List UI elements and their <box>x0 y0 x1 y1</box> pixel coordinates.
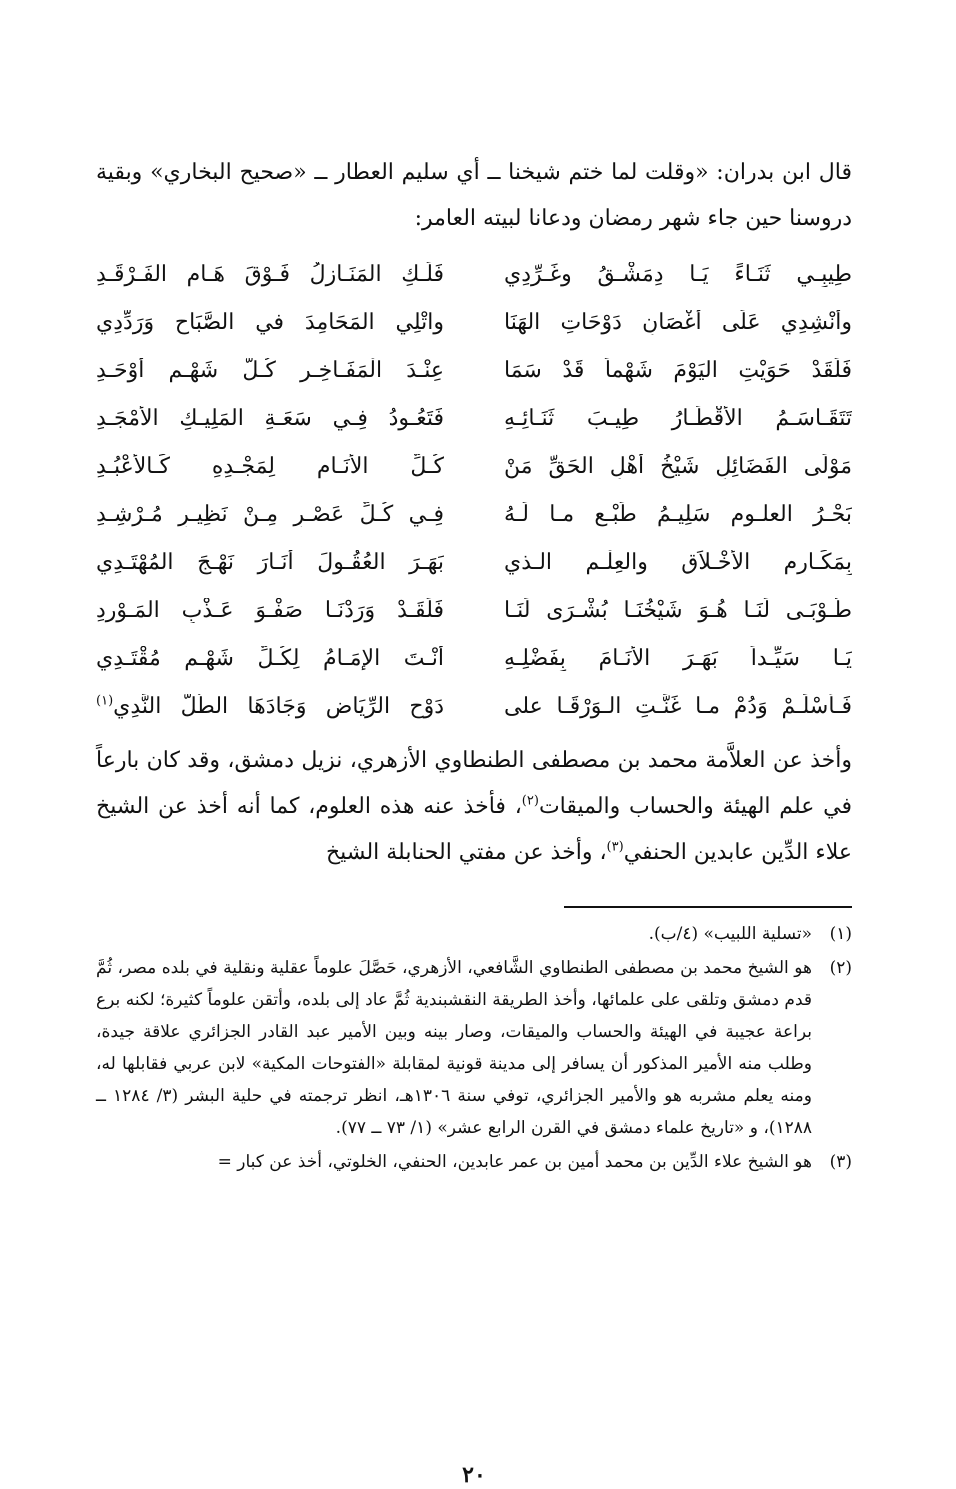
verse-second-hemistich: أَنْـتَ الإِمَـامُ لِكُـلِّ شَهْـمٍ مُقْتَـدِي <box>96 645 444 671</box>
footnote-ref: (١) <box>96 693 114 709</box>
poem-verse <box>96 298 852 346</box>
poem-verse <box>96 634 852 682</box>
verse-first-hemistich: تَتَقَـاسَـمُ الأَقْطَـارُ طِيـبَ ثَنَـائِـهِ <box>504 405 852 431</box>
poem-verse <box>96 490 852 538</box>
verse-first-hemistich: يَـا سَيِّـداً بَهَـرَ الأَنَـامَ بِفَضْلِـهِ <box>504 645 852 671</box>
footnote <box>96 918 852 950</box>
verse-first-hemistich: فَلَقَدْ حَوَيْتِ اليَوْمَ شَهْماً قَدْ سَمَا <box>504 357 852 383</box>
verse-text: دَوْحِ الرِّيَاضِ وَجَادَهَا الطَّلُّ النَّدِي <box>113 693 444 719</box>
book-page <box>96 150 852 1488</box>
verse-first-hemistich: مَوْلَى الفَضَائِلِ شَيْخُ أَهْلِ الحَقِّ مَنْ <box>504 453 852 479</box>
footnote-number: (١) <box>829 924 852 944</box>
intro-paragraph <box>96 150 852 242</box>
footnote-ref: (٣) <box>606 839 624 855</box>
verse-first-hemistich: وأَنْشِدِي عَلَى أَغْصَانِ دَوْحَاتِ الهَنَا <box>504 309 852 335</box>
body-text <box>96 738 852 876</box>
footnote-number: (٣) <box>829 1152 852 1172</box>
verse-second-hemistich: عِنْـدَ الْمَفَـاخِـرِ كُـلَّ شَهْـمٍ أَوْحَـدِ <box>96 357 444 383</box>
verse-first-hemistich: طُـوْبَـى لَنَـا هُـوَ شَيْخُنَـا بُشْـرَى لَنَـا <box>504 597 852 623</box>
poem-verse <box>96 682 852 730</box>
footnote <box>96 952 852 1144</box>
verse-second-hemistich: فِـي كُـلِّ عَصْـرٍ مِـنْ نَظِيـرٍ مُـرْشِـدِ <box>96 501 444 527</box>
body-text-part: وأخذ عن العلاَّمة محمد بن مصطفى الطنطاوي الأزهري، نزيل دمشق، وقد كان بارعاً في علم الهيئة والحساب والميقات <box>96 748 852 819</box>
intro-text: قال ابن بدران: «وقلت لما ختم شيخنا ــ أي سليم العطار ــ «صحيح البخاري» وبقية دروسنا حين جاء شهر رمضان ودعانا لبيته العامر: <box>96 160 852 231</box>
verse-second-hemistich: بَهَـرَ العُقُـولَ أَنَـارَ نَهْـجَ المُهْتَـدِي <box>96 549 444 575</box>
page-number: ٢٠ <box>462 1462 486 1488</box>
footnote-text: «تسلية اللبيب» (٤/ب). <box>648 924 812 944</box>
verse-first-hemistich: بِمَكَـارِمِ الأَخْـلاَقِ والعِلْـمِ الـذي <box>504 549 852 575</box>
footnote-number: (٢) <box>829 958 852 978</box>
verse-first-hemistich: فَـأْسْلَـمْ وَدُمْ مـا غَنَّـتِ الـوَرْقَـا على <box>504 693 852 719</box>
poem-verse <box>96 346 852 394</box>
verse-second-hemistich <box>96 694 444 719</box>
poem <box>96 250 852 730</box>
body-text-part: ، وأخذ عن مفتي الحنابلة الشيخ <box>325 840 607 865</box>
verse-first-hemistich: طِيبِـي ثَنَـاءً يَـا دِمَشْـقُ وغَـرِّدِي <box>504 261 852 287</box>
verse-second-hemistich: فَتَعُـودُ فِـي سَعَـةِ المَلِيـكِ الأَمْجَـدِ <box>96 405 444 431</box>
footnote-divider <box>564 906 852 908</box>
poem-verse <box>96 442 852 490</box>
poem-verse <box>96 586 852 634</box>
verse-second-hemistich: كُـلِّ الأَنَـامِ لِمَجْـدِهِ كَـالأَعْبُـدِ <box>96 453 444 479</box>
footnotes <box>96 918 852 1178</box>
footnote-ref: (٢) <box>521 793 539 809</box>
footnote-text: هو الشيخ محمد بن مصطفى الطنطاوي الشَّافعي، الأزهري، حَصَّلَ علوماً عقلية ونقلية في بلده مصر، ثُمَّ قدم دمشق وتلقى على علمائها، وأخذ الطريقة النقشبندية ثُمَّ عاد إلى بلده، وأتقن علوماً كثيرة؛ لكنه برع براعة عجيبة في الهيئة والحساب والميقات، وصار بينه وبين الأمير عبد القادر الجزائري علاقة جيدة، وطلب منه الأمير المذكور أن يسافر إلى مدينة قونية لمقابلة «الفتوحات المكية» لابن عربي فقابلها له، ومنه يعلم مشربه هو والأمير الجزائري، توفي سنة ١٣٠٦هـ، انظر ترجمته في حلية البشر (٣/ ١٢٨٤ ــ ١٢٨٨)، و «تاريخ علماء دمشق في القرن الرابع عشر» (١/ ٧٣ ــ ٧٧). <box>96 958 812 1138</box>
poem-verse <box>96 394 852 442</box>
footnote <box>96 1146 852 1178</box>
verse-first-hemistich: بَحْـرُ العلـومِ سَلِيـمُ طَبْـعٍ مـا لَـهُ <box>504 501 852 527</box>
footnote-text: هو الشيخ علاء الدِّين بن محمد أمين بن عمر عابدين، الحنفي، الخلوتي، أخذ عن كبار = <box>217 1152 812 1172</box>
verse-second-hemistich: فَلَقَـدْ وَرَدْنَـا صَفْـوَ عَـذْبِ المَـوْرِدِ <box>96 597 444 623</box>
poem-verse <box>96 250 852 298</box>
verse-second-hemistich: واتْلِي المَحَامِدَ في الصَّبَاحِ وَرَدِّدِي <box>96 309 444 335</box>
body-text-part: ، فأخذ عنه هذه العلوم، كما أنه أخذ عن الشيخ علاء الدِّين عابدين الحنفي <box>96 794 852 865</box>
poem-verse <box>96 538 852 586</box>
body-paragraph <box>96 738 852 876</box>
verse-second-hemistich: فَلَـكِ المَنَـازِلُ فَـوْقَ هَـامِ الفَـرْقَـدِ <box>96 261 444 287</box>
